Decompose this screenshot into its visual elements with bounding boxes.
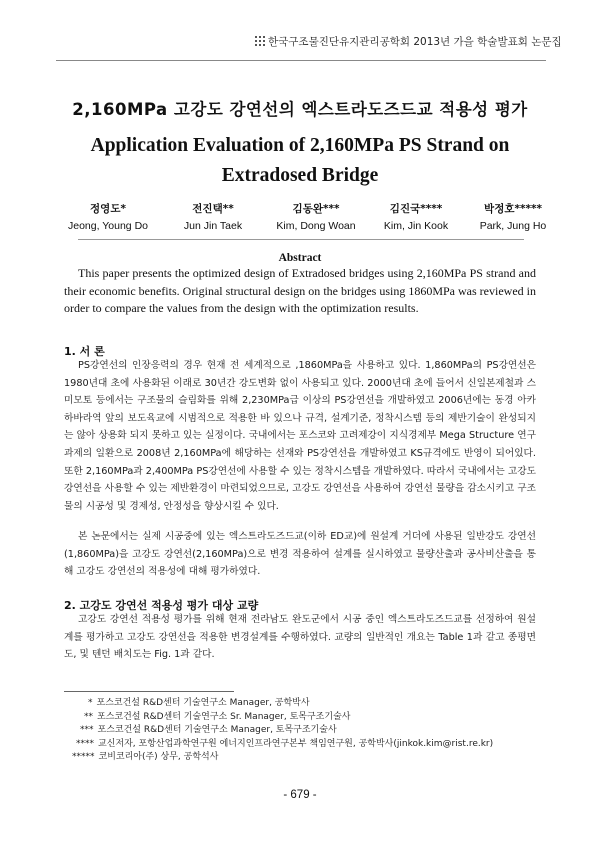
author-rule [78,239,524,240]
title-en-line2: Extradosed Bridge [221,165,379,186]
footnote-item: *** 포스코건설 R&D센터 기술연구소 Manager, 토목구조기술사 [80,725,337,735]
footnote-item: ** 포스코건설 R&D센터 기술연구소 Sr. Manager, 토목구조기술사 [84,711,351,722]
footnote-item: ***** 코비코리아(주) 상무, 공학석사 [72,752,219,762]
author-name-en: Jeong, Young Do [68,220,148,232]
footnote-item: **** 교신저자, 포항산업과학연구원 에너지인프라연구본부 책임연구원, 공학박사(jinkok.kim@rist.re.kr) [76,738,494,749]
paper-title-english [0,131,600,191]
author-name-ko: 김진국**** [389,203,443,215]
author-name-en: Jun Jin Taek [183,220,243,232]
footnote-item: * 포스코건설 R&D센터 기술연구소 Manager, 공학박사 [88,698,310,708]
dot-grid-icon [255,36,265,46]
author-name-ko: 정영도* [90,203,126,215]
running-title: 한국구조물진단유지관리공학회 2013년 가을 학술발표회 논문집 [268,36,562,48]
author-1 [53,201,163,232]
author-name-ko: 박정호***** [484,203,542,215]
author-3 [261,201,371,232]
author-2 [158,201,268,232]
author-name-en: Kim, Jin Kook [383,220,449,232]
header-rule [56,60,546,61]
author-name-ko: 김동완*** [292,203,340,215]
section-2-heading: 2. 고강도 강연선 적용성 평가 대상 교량 [64,599,259,612]
section-1-paragraph-2: 본 논문에서는 실제 시공중에 있는 엑스트라도즈드교(이하 ED교)에 원설계 거더에 사용된 일반강도 강연선(1,860MPa)을 고강도 강연선(2,160MPa)으로 변경 적용하여 설계를 실시하였고 물량산출과 공사비산출을 통해 고강도 강연선의 적용성에 대해 평가하였다. [64,531,536,578]
section-2-paragraph-1: 고강도 강연선 적용성 평가를 위해 현재 전라남도 완도군에서 시공 중인 엑스트라도즈드교를 선정하여 원설계를 평가하고 고강도 강연선을 적용한 변경설계를 수행하였다. 교량의 일반적인 개요는 Table 1과 같고 종평면도, 및 텐던 배치도는 Fig. 1과 같다. [64,614,536,661]
abstract-heading: Abstract [278,252,322,264]
footnotes [64,697,544,765]
abstract-text: This paper presents the optimized design of Extradosed bridges using 2,160MPa PS strand and their economic benefits. Original structural design on the bridges using 1860MPa was reviewed in order to compare the values from the design with the optimization results. [64,266,536,315]
running-header [255,34,562,49]
author-name-ko: 전진택** [192,203,234,215]
section-1-heading: 1. 서 론 [64,345,105,358]
footnote-rule [64,691,234,692]
author-name-en: Kim, Dong Woan [276,220,356,232]
author-5 [458,201,568,232]
author-name-en: Park, Jung Ho [479,220,547,232]
title-en-line1: Application Evaluation of 2,160MPa PS Strand on [90,135,510,156]
page-number: - 679 - [283,789,317,801]
author-4 [361,201,471,232]
paper-title-korean: 2,160MPa 고강도 강연선의 엑스트라도즈드교 적용성 평가 [72,100,528,119]
section-1-paragraph-1: PS강연선의 인장응력의 경우 현재 전 세계적으로 ,1860MPa을 사용하고 있다. 1,860MPa의 PS강연선은 1980년대 초에 사용화된 이래로 30년간 강도변화 없이 사용되고 있다. 2000년대 초에 들어서 신일본제철과 스미모토 등에서는 구조물의 슬림화를 위해 2,230MPa급 이상의 PS강연선을 개발하였고 2006년에는 동경 아카하바라역 앞의 보도육교에 시범적으로 적용한 바 있으나 규격, 설계기준, 정착시스템 등의 제반기술이 완성되지는 않아 상용화 되지 못하고 있는 실정이다. 국내에서는 포스코와 고려제강이 지식경제부 Mega Structure 연구과제의 일환으로 2008년 2,160MPa에 해당하는 선재와 PS강연선을 개발하였고 KS규격에도 반영이 되어있다. 또한 2,160MPa과 2,400MPa PS강연선에 사용할 수 있는 정착시스템을 개발하였다. 따라서 국내에서는 고강도 강연선을 사용할 수 있는 제반환경이 마련되었으므로, 고강도 강연선을 사용하여 강연선 물량을 감소시키고 구조물의 시공성 및 경제성, 안정성을 향상시킬 수 있다. [64,360,536,512]
